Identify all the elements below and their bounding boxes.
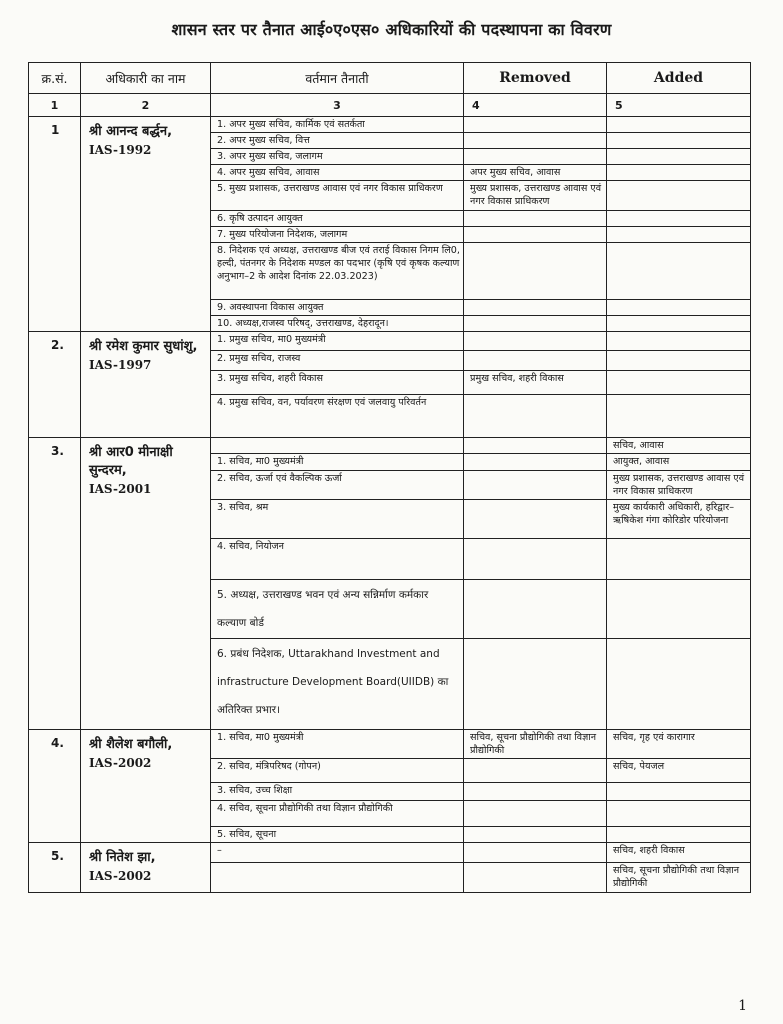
added-cell: सचिव, गृह एवं कारागार [607,730,751,759]
officer-batch: IAS-2002 [89,869,152,883]
added-cell [607,165,751,181]
officer-cell [81,730,211,843]
added-cell [607,580,751,639]
current-posting-cell: 7. मुख्य परियोजना निदेशक, जलागम [211,227,464,243]
added-cell: मुख्य प्रशासक, उत्तराखण्ड आवास एवं नगर विकास प्राधिकरण [607,471,751,500]
table-row [29,332,751,351]
added-cell [607,316,751,332]
posting-table [28,62,751,893]
current-posting-cell: 3. सचिव, श्रम [211,500,464,539]
officer-cell [81,438,211,730]
current-posting-cell: 3. प्रमुख सचिव, शहरी विकास [211,371,464,395]
added-cell [607,801,751,827]
removed-cell [464,316,607,332]
removed-cell [464,438,607,454]
page-number: 1 [738,998,747,1014]
removed-cell [464,332,607,351]
current-posting-cell: 4. सचिव, नियोजन [211,539,464,580]
current-posting-cell: 5. मुख्य प्रशासक, उत्तराखण्ड आवास एवं नगर विकास प्राधिकरण [211,181,464,211]
current-posting-cell: 6. प्रबंध निदेशक, Uttarakhand Investment and infrastructure Development Board(UIIDB) का अतिरिक्त प्रभार। [211,639,464,730]
added-cell: सचिव, आवास [607,438,751,454]
document-title: शासन स्तर पर तैनात आई०ए०एस० अधिकारियों की पदस्थापना का विवरण [171,20,612,39]
serial-number: 2. [29,332,81,438]
header-serial: क्र.सं. [29,63,81,94]
added-cell: मुख्य कार्यकारी अधिकारी, हरिद्वार–ऋषिकेश गंगा कोरिडोर परियोजना [607,500,751,539]
removed-cell [464,801,607,827]
current-posting-cell: 3. सचिव, उच्च शिक्षा [211,783,464,801]
added-cell: सचिव, शहरी विकास [607,843,751,863]
current-posting-cell: 10. अध्यक्ष,राजस्व परिषद्, उत्तराखण्ड, देहरादून। [211,316,464,332]
column-number: 5 [607,94,751,117]
column-number: 1 [29,94,81,117]
added-cell [607,371,751,395]
current-posting-cell: 9. अवस्थापना विकास आयुक्त [211,300,464,316]
removed-cell [464,243,607,300]
added-cell [607,133,751,149]
removed-cell [464,827,607,843]
removed-cell [464,863,607,893]
removed-cell [464,843,607,863]
table-row [29,843,751,863]
removed-cell [464,227,607,243]
current-posting-cell: – [211,843,464,863]
added-cell [607,351,751,371]
removed-cell [464,117,607,133]
officer-batch: IAS-1997 [89,358,152,372]
current-posting-cell: 2. सचिव, ऊर्जा एवं वैकल्पिक ऊर्जा [211,471,464,500]
officer-batch: IAS-2001 [89,482,152,496]
removed-cell: प्रमुख सचिव, शहरी विकास [464,371,607,395]
table-row [29,438,751,454]
current-posting-cell: 6. कृषि उत्पादन आयुक्त [211,211,464,227]
removed-cell [464,351,607,371]
current-posting-cell [211,438,464,454]
current-posting-cell: 2. सचिव, मंत्रिपरिषद (गोपन) [211,759,464,783]
column-number: 2 [81,94,211,117]
column-number: 3 [211,94,464,117]
serial-number: 3. [29,438,81,730]
added-cell [607,639,751,730]
column-number-row [29,94,751,117]
current-posting-cell: 1. प्रमुख सचिव, मा0 मुख्यमंत्री [211,332,464,351]
removed-cell [464,454,607,471]
officer-name: श्री रमेश कुमार सुधांशु, [89,339,198,354]
header-added: Added [607,63,751,94]
current-posting-cell [211,863,464,893]
added-cell [607,827,751,843]
added-cell: सचिव, पेयजल [607,759,751,783]
current-posting-cell: 1. सचिव, मा0 मुख्यमंत्री [211,730,464,759]
removed-cell [464,133,607,149]
removed-cell [464,580,607,639]
current-posting-cell: 1. अपर मुख्य सचिव, कार्मिक एवं सतर्कता [211,117,464,133]
added-cell [607,149,751,165]
header-current-posting: वर्तमान तैनाती [211,63,464,94]
removed-cell [464,395,607,438]
added-cell [607,300,751,316]
officer-name: श्री आर0 मीनाक्षी सुन्दरम, [89,445,173,478]
officer-cell [81,843,211,893]
removed-cell [464,639,607,730]
removed-cell [464,211,607,227]
added-cell [607,117,751,133]
removed-cell [464,783,607,801]
serial-number: 4. [29,730,81,843]
current-posting-cell: 4. सचिव, सूचना प्रौद्योगिकी तथा विज्ञान प्रौद्योगिकी [211,801,464,827]
table-row [29,730,751,759]
officer-cell [81,117,211,332]
current-posting-cell: 4. अपर मुख्य सचिव, आवास [211,165,464,181]
added-cell [607,332,751,351]
added-cell [607,539,751,580]
removed-cell [464,539,607,580]
column-number: 4 [464,94,607,117]
header-officer-name: अधिकारी का नाम [81,63,211,94]
current-posting-cell: 4. प्रमुख सचिव, वन, पर्यावरण संरक्षण एवं जलवायु परिवर्तन [211,395,464,438]
serial-number: 1 [29,117,81,332]
current-posting-cell: 3. अपर मुख्य सचिव, जलागम [211,149,464,165]
removed-cell [464,300,607,316]
removed-cell [464,471,607,500]
added-cell [607,395,751,438]
officer-batch: IAS-2002 [89,756,152,770]
current-posting-cell: 2. अपर मुख्य सचिव, वित्त [211,133,464,149]
removed-cell: अपर मुख्य सचिव, आवास [464,165,607,181]
officer-name: श्री नितेश झा, [89,850,156,865]
added-cell [607,211,751,227]
removed-cell: सचिव, सूचना प्रौद्योगिकी तथा विज्ञान प्रौद्योगिकी [464,730,607,759]
officer-cell [81,332,211,438]
current-posting-cell: 1. सचिव, मा0 मुख्यमंत्री [211,454,464,471]
header-removed: Removed [464,63,607,94]
table-row [29,117,751,133]
serial-number: 5. [29,843,81,893]
current-posting-cell: 8. निदेशक एवं अध्यक्ष, उत्तराखण्ड बीज एवं तराई विकास निगम लि0, हल्दी, पंतनगर के निदेशक मण्डल का पदभार (कृषि एवं कृषक कल्याण अनुभाग–2 के आदेश दिनांक 22.03.2023) [211,243,464,300]
removed-cell [464,149,607,165]
added-cell [607,181,751,211]
current-posting-cell: 5. सचिव, सूचना [211,827,464,843]
added-cell [607,227,751,243]
added-cell: सचिव, सूचना प्रौद्योगिकी तथा विज्ञान प्रौद्योगिकी [607,863,751,893]
officer-name: श्री शैलेश बगौली, [89,737,173,752]
added-cell [607,243,751,300]
removed-cell [464,759,607,783]
removed-cell [464,500,607,539]
removed-cell: मुख्य प्रशासक, उत्तराखण्ड आवास एवं नगर विकास प्राधिकरण [464,181,607,211]
officer-batch: IAS-1992 [89,143,152,157]
current-posting-cell: 2. प्रमुख सचिव, राजस्व [211,351,464,371]
officer-name: श्री आनन्द बर्द्धन, [89,124,173,139]
added-cell: आयुक्त, आवास [607,454,751,471]
current-posting-cell: 5. अध्यक्ष, उत्तराखण्ड भवन एवं अन्य सन्निर्माण कर्मकार कल्याण बोर्ड [211,580,464,639]
added-cell [607,783,751,801]
table-header-row [29,63,751,94]
